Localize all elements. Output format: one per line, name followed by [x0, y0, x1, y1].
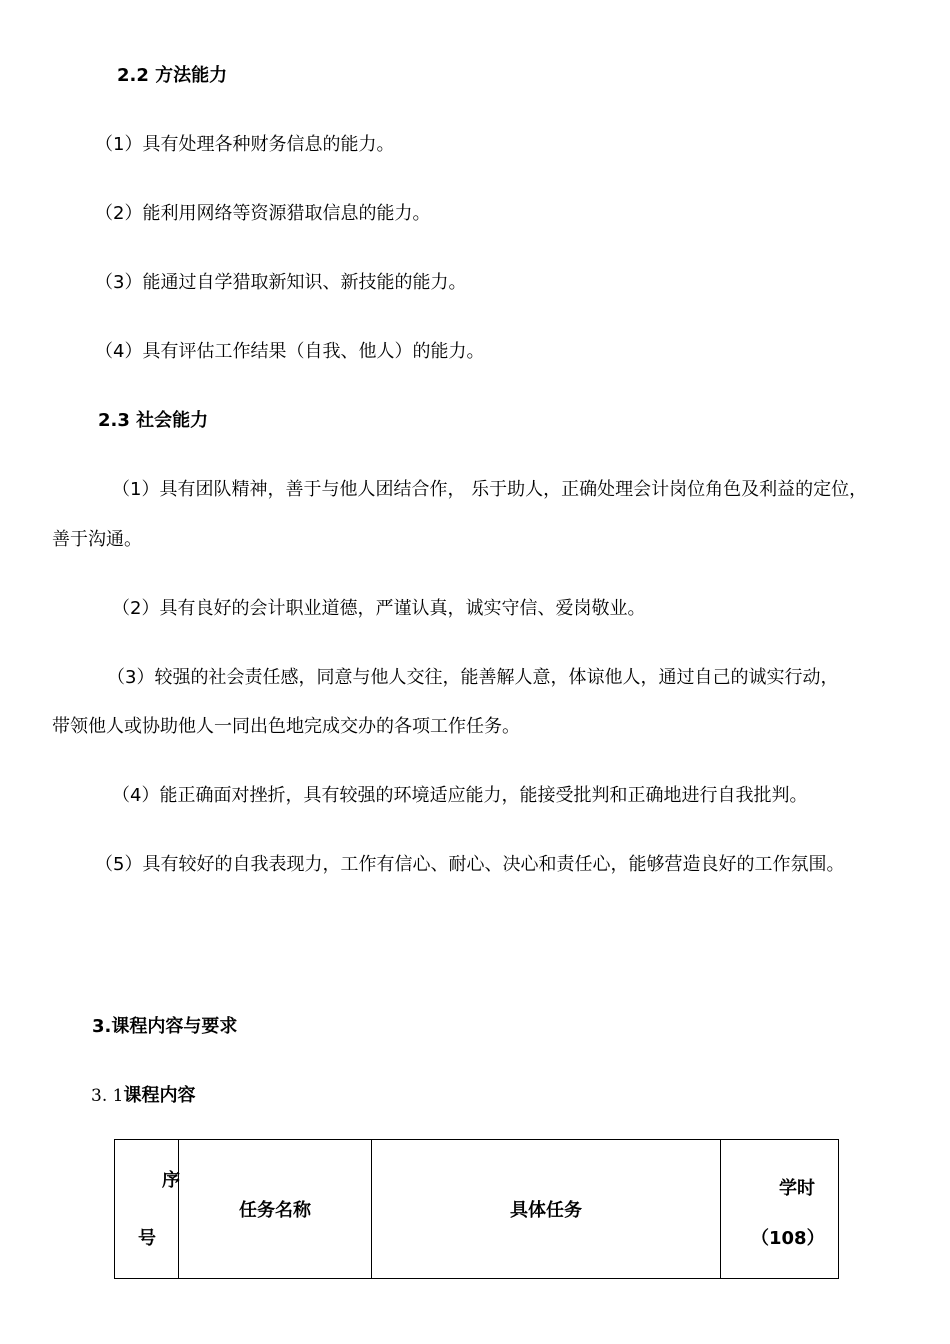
paragraph-2-3-item-2: （2）具有良好的会计职业道德，严谨认真，诚实守信、爱岗敬业。: [112, 598, 646, 619]
section-title-3: 3.课程内容与要求: [92, 1016, 238, 1037]
paragraph-2-2-item-3: （3）能通过自学猎取新知识、新技能的能力。: [95, 272, 467, 293]
section-title-3-1-text: 课程内容: [123, 1085, 196, 1106]
header-hours: [721, 1140, 839, 1279]
paragraph-2-2-item-1: （1）具有处理各种财务信息的能力。: [95, 134, 395, 155]
paragraph-2-3-item-1: （1）具有团队精神，善于与他人团结合作， 乐于助人，正确处理会计岗位角色及利益的定位，: [112, 479, 868, 500]
section-title-3-1: [91, 1084, 195, 1108]
header-seq-line2: 号: [138, 1228, 156, 1249]
section-title-2-3: 2.3 社会能力: [98, 410, 209, 431]
paragraph-2-2-item-4: （4）具有评估工作结果（自我、他人）的能力。: [95, 341, 485, 362]
header-seq-line1: 序: [162, 1170, 180, 1191]
header-specific-task: 具体任务: [372, 1140, 721, 1279]
header-hours-line1: 学时: [779, 1178, 815, 1199]
paragraph-2-2-item-2: （2）能利用网络等资源猎取信息的能力。: [95, 203, 431, 224]
header-seq: [115, 1140, 179, 1279]
paragraph-2-3-item-1-cont: 善于沟通。: [52, 529, 142, 550]
paragraph-2-3-item-5: （5）具有较好的自我表现力，工作有信心、耐心、决心和责任心，能够营造良好的工作氛围。: [95, 854, 845, 875]
paragraph-2-3-item-4: （4）能正确面对挫折，具有较强的环境适应能力，能接受批判和正确地进行自我批判。: [112, 785, 808, 806]
table-header-row: [115, 1140, 839, 1279]
paragraph-2-3-item-3: （3）较强的社会责任感，同意与他人交往，能善解人意，体谅他人，通过自己的诚实行动，: [107, 667, 839, 688]
course-content-table: [114, 1139, 839, 1279]
section-title-2-2: 2.2 方法能力: [117, 65, 228, 86]
header-task-name: 任务名称: [179, 1140, 372, 1279]
paragraph-2-3-item-3-cont: 带领他人或协助他人一同出色地完成交办的各项工作任务。: [52, 716, 520, 737]
header-hours-line2: （108）: [751, 1228, 825, 1249]
section-number-3-1: 3. 1: [91, 1086, 124, 1106]
